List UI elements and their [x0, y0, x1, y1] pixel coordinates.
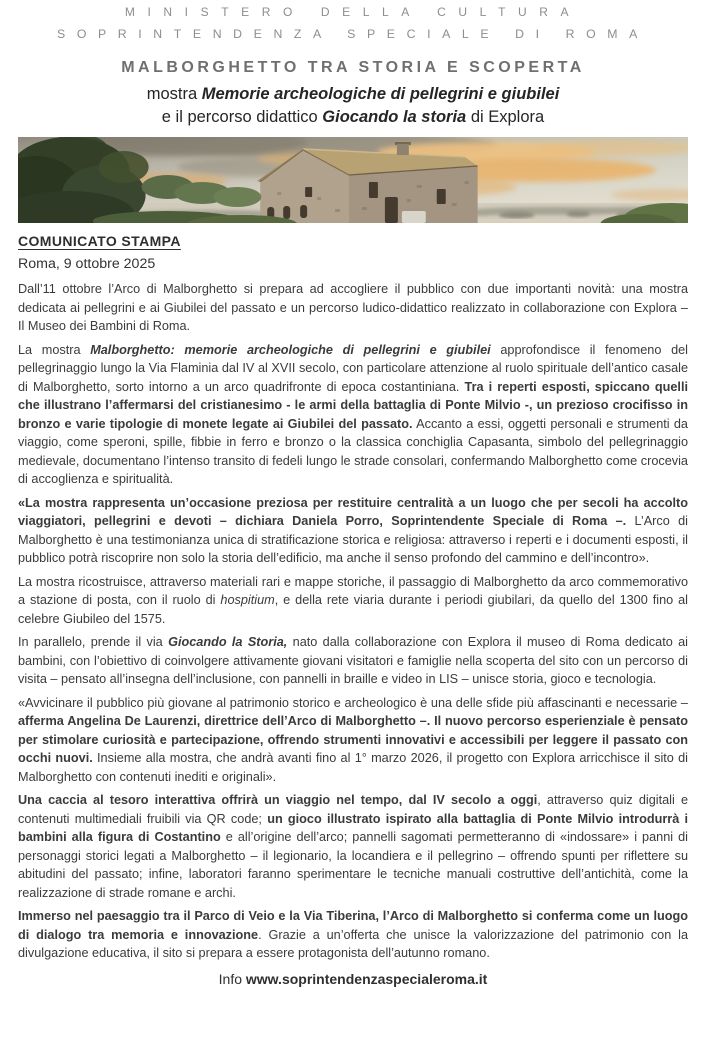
paragraph-quote-porro: «La mostra rappresenta un’occasione preziosa per restituire centralità a un luogo che per secoli ha accolto viaggiatori, pellegrini e devoti – dichiara Daniela Porro, Soprintendente Speciale di Roma –. L’Arco di Malborghetto è una testimonianza unica di stratificazione storica e religiosa: attraverso i reperti e i documenti esposti, il pubblico potrà riscoprire non solo la storia dell’edificio, ma anche il senso profondo del cammino e dell’incontro».: [18, 495, 688, 565]
footer-info-prefix: Info: [218, 970, 246, 987]
paragraph-ricostruzione: La mostra ricostruisce, attraverso materiali rari e mappe storiche, il passaggio di Malborghetto da arco commemorativo a stazione di posta, con il ruolo di hospitium, e della rete viaria durante i periodi giubilari, da quello del 1300 fino al celebre Giubileo del 1575.: [18, 574, 688, 626]
dateline: Roma, 9 ottobre 2025: [18, 256, 156, 272]
soprintendenza-name: SOPRINTENDENZA SPECIALE DI ROMA: [57, 27, 649, 41]
door: [385, 197, 398, 223]
paragraph-quote-de-laurenzi: «Avvicinare il pubblico più giovane al patrimonio storico e archeologico è una delle sfide più affascinanti e necessarie – afferma Angelina De Laurenzi, direttrice dell’Arco di Malborghetto –. Il nuovo percorso esperienziale è pensato per stimolare curiosità e partecipazione, offrendo strumenti innovativi e accessibili per leggere il passato con occhi nuovi. Insieme alla mostra, che andrà avanti fino al 1° marzo 2026, il progetto con Explora arricchisce il sito di Malborghetto con contenuti inediti e originali».: [18, 695, 688, 784]
paragraph-conclusione: Immerso nel paesaggio tra il Parco di Veio e la Via Tiberina, l’Arco di Malborghetto si conferma come un luogo di dialogo tra memoria e innovazione. Grazie a un’offerta che unisce la valorizzazione del patrimonio con la divulgazione educativa, il sito si prepara a essere protagonista dell’autunno romano.: [18, 909, 689, 960]
page-title: MALBORGHETTO TRA STORIA E SCOPERTA: [121, 59, 585, 76]
white-sign: [402, 211, 426, 223]
comunicato-stampa-label: COMUNICATO STAMPA: [18, 233, 181, 249]
banner-photo: [18, 137, 688, 223]
subtitle-line-2: e il percorso didattico Giocando la storia di Explora: [161, 108, 545, 126]
press-release-body: [18, 280, 688, 963]
ministry-name: MINISTERO DELLA CULTURA: [124, 5, 582, 19]
subtitle-line-1: mostra Memorie archeologiche di pellegrini e giubilei: [146, 85, 560, 103]
paragraph-mostra: La mostra Malborghetto: memorie archeologiche di pellegrini e giubilei approfondisce il fenomeno del pellegrinaggio lungo la Via Flaminia dal IV al XVII secolo, con particolare attenzione al ruolo spirituale dell’antico casale di Malborghetto, sorto intorno a un arco quadrifronte di epoca costantiniana. Tra i reperti esposti, spiccano quelli che illustrano l’affermarsi del cristianesimo - le armi della battaglia di Ponte Milvio -, un prezioso crocifisso in bronzo e varie tipologie di monete legate ai Giubilei del passato. Accanto a essi, oggetti personali e strumenti da viaggio, come speroni, spille, fibbie in ferro e bronzo o la classica conchiglia Capasanta, simbolo del pellegrinaggio medievale, documentano l’intenso transito di fedeli lungo le strade consolari, confermando Malborghetto come crocevia di accoglienza e spiritualità.: [18, 342, 689, 486]
footer-info: [18, 970, 688, 988]
chimney: [397, 144, 409, 155]
meta-block: [18, 223, 688, 273]
website-url: www.soprintendenzaspecialeroma.it: [245, 970, 488, 987]
paragraph-intro: Dall’11 ottobre l’Arco di Malborghetto si prepara ad accogliere il pubblico con due importanti novità: una mostra dedicata ai pellegrini e ai Giubilei del passato e un percorso ludico-didattico realizzato in collaborazione con Explora – Il Museo dei Bambini di Roma.: [18, 282, 688, 333]
malborghetto-landscape-illustration: [18, 137, 688, 223]
paragraph-giocando-la-storia: In parallelo, prende il via Giocando la Storia, nato dalla collaborazione con Explora il museo di Roma dedicato ai bambini, con l’obiettivo di coinvolgere attivamente giovani visitatori e famiglie nella scoperta del sito con un percorso di visita – pensato all’insegna dell’inclusione, con pannelli in braille e video in LIS – unisce storia, gioco e tecnologia.: [18, 635, 688, 686]
paragraph-attivita: Una caccia al tesoro interattiva offrirà un viaggio nel tempo, dal IV secolo a oggi, attraverso quiz digitali e contenuti multimediali fruibili via QR code; un gioco illustrato ispirato alla battaglia di Ponte Milvio introdurrà i bambini alla figura di Costantino e all’origine dell’arco; pannelli sagomati permetteranno di «indossare» i panni di personaggi storici legati a Malborghetto – il legionario, la locandiera e il pellegrino – offrendo spunti per riflettere su abitudini del passato; infine, laboratori faranno sperimentare le tecniche manuali costruttive dell’antichità, come la realizzazione di strade romane e archi.: [18, 793, 689, 900]
